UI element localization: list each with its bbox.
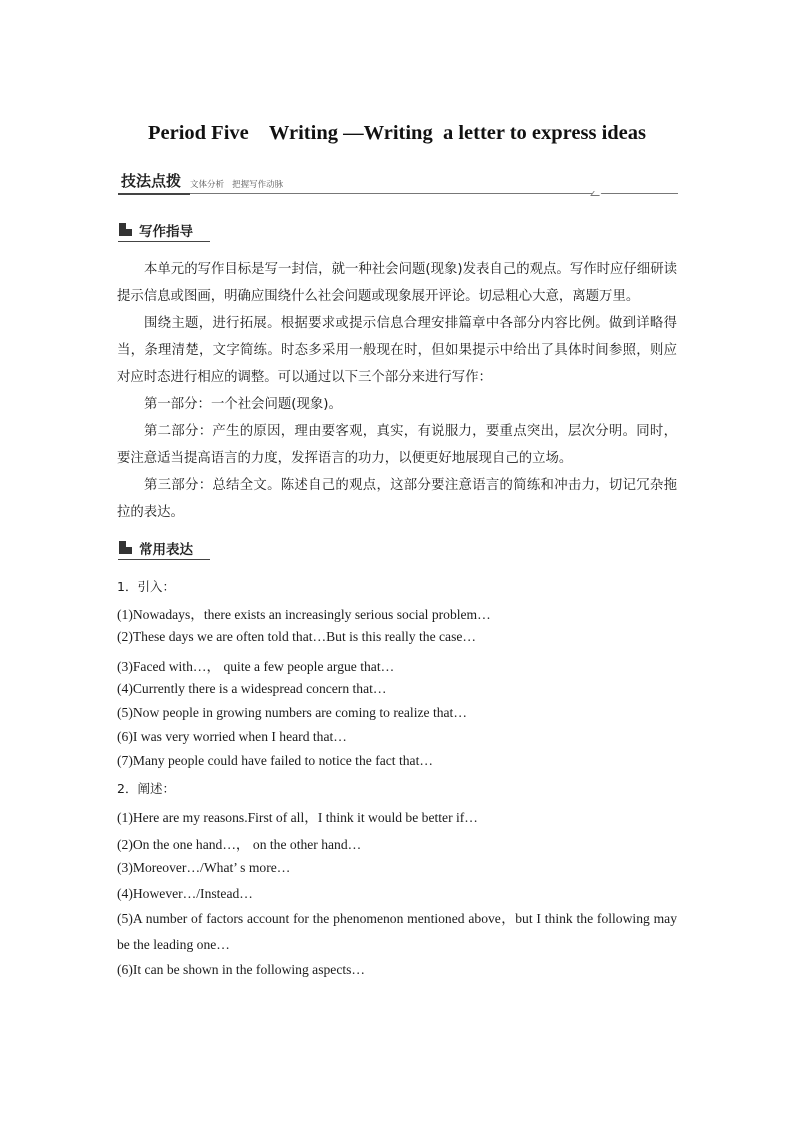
expressions-heading-label: 常用表达 xyxy=(139,542,193,558)
list-item: (6)I was very worried when I heard that… xyxy=(117,729,347,744)
section-header xyxy=(118,170,678,196)
section-rule xyxy=(190,193,678,194)
list-item: (5)A number of factors account for the phenomenon mentioned above，but I think the following may be the leading one… xyxy=(117,911,677,952)
square-bullet-icon xyxy=(119,541,132,554)
guide-heading-label: 写作指导 xyxy=(139,224,193,240)
expressions-heading xyxy=(118,537,210,561)
guide-heading-underline xyxy=(118,241,210,242)
guide-paragraph-5: 第三部分：总结全文。陈述自己的观点，这部分要注意语言的简练和冲击力，切记冗杂拖拉的表达。 xyxy=(117,478,677,520)
list-item: (3)Faced with…， quite a few people argue that… xyxy=(117,659,395,674)
list-item: (2)On the one hand…， on the other hand… xyxy=(117,837,362,852)
guide-paragraph-3: 第一部分：一个社会问题(现象)。 xyxy=(144,397,342,412)
page-title: Period Five Writing —Writing a letter to express ideas xyxy=(147,122,647,144)
section-tab: 技法点拨 xyxy=(121,172,182,190)
group-label-elaborate: 2．阐述： xyxy=(117,781,175,796)
guide-paragraph-4: 第二部分：产生的原因，理由要客观，真实，有说服力，要重点突出，层次分明。同时，要注意适当提高语言的力度，发挥语言的功力，以便更好地展现自己的立场。 xyxy=(117,424,677,466)
guide-paragraph-2: 围绕主题，进行拓展。根据要求或提示信息合理安排篇章中各部分内容比例。做到详略得当，条理清楚，文字简练。时态多采用一般现在时，但如果提示中给出了具体时间参照，则应对应时态进行相应的调整。可以通过以下三个部分来进行写作： xyxy=(117,316,677,385)
section-rule-notch xyxy=(590,191,603,196)
list-item: (6)It can be shown in the following aspects… xyxy=(117,962,366,977)
guide-heading xyxy=(118,219,210,243)
list-item: (1)Nowadays，there exists an increasingly serious social problem… xyxy=(117,607,491,622)
square-bullet-icon xyxy=(119,223,132,236)
guide-paragraph-1: 本单元的写作目标是写一封信，就一种社会问题(现象)发表自己的观点。写作时应仔细研读提示信息或图画，明确应围绕什么社会问题或现象展开评论。切忌粗心大意，离题万里。 xyxy=(117,262,677,304)
list-item: (1)Here are my reasons.First of all，I think it would be better if… xyxy=(117,810,478,825)
list-item: (2)These days we are often told that…But is this really the case… xyxy=(117,629,476,644)
list-item: (4)Currently there is a widespread concern that… xyxy=(117,681,387,696)
section-subtitle: 文体分析 把握写作动脉 xyxy=(190,180,284,190)
expressions-heading-underline xyxy=(118,559,210,560)
list-item: (4)However…/Instead… xyxy=(117,886,253,901)
section-underline-thick xyxy=(118,193,190,195)
list-item: (5)Now people in growing numbers are coming to realize that… xyxy=(117,705,467,720)
list-item: (3)Moreover…/What’ s more… xyxy=(117,860,291,875)
list-item: (7)Many people could have failed to notice the fact that… xyxy=(117,753,433,768)
group-label-intro: 1．引入： xyxy=(117,579,175,594)
